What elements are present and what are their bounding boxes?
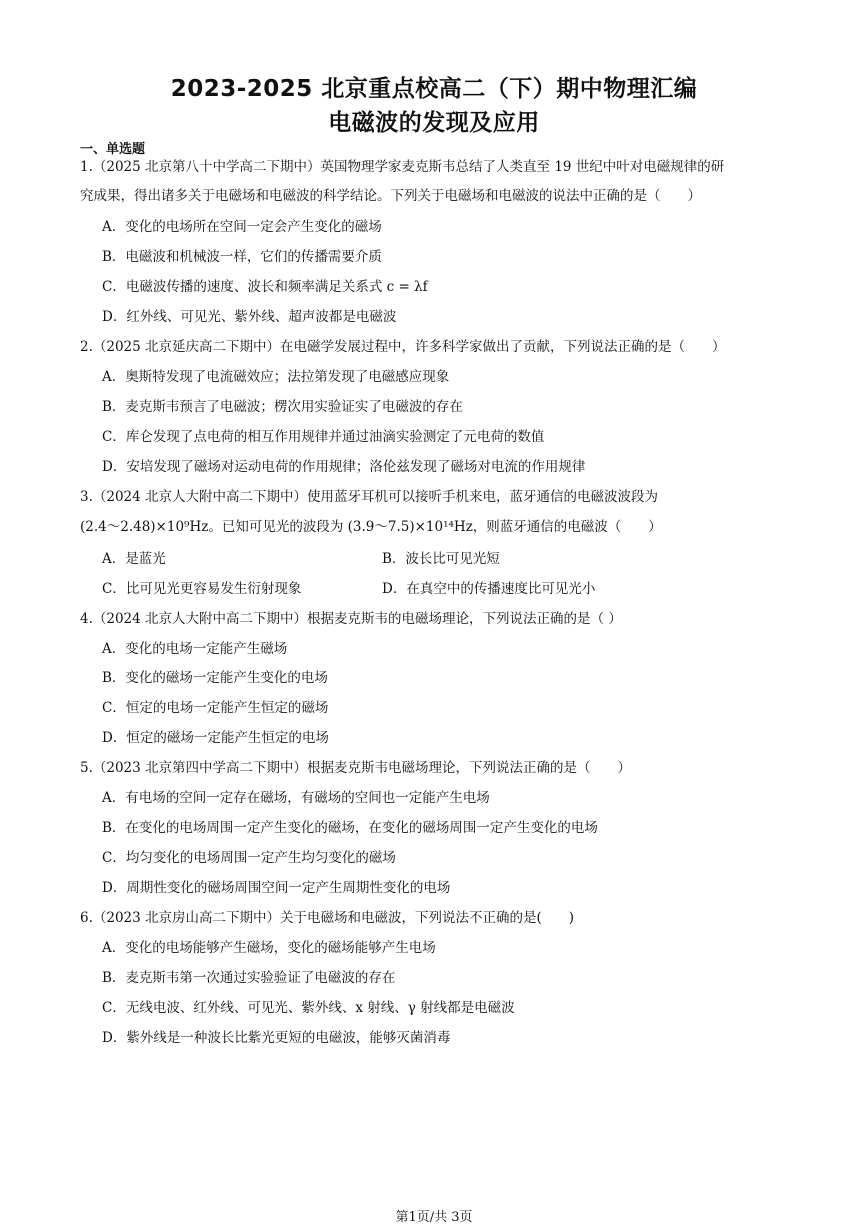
- question-1-stem-line-2: 究成果，得出诸多关于电磁场和电磁波的科学结论。下列关于电磁场和电磁波的说法中正确的是（ ）: [80, 188, 701, 204]
- question-3-stem-line-2: (2.4～2.48)×10⁹Hz。已知可见光的波段为 (3.9～7.5)×10¹⁴Hz，则蓝牙通信的电磁波（ ）: [80, 519, 662, 535]
- document-subtitle: 电磁波的发现及应用: [328, 110, 540, 136]
- question-1-option-b: B．电磁波和机械波一样，它们的传播需要介质: [102, 249, 382, 265]
- document-title: 2023-2025 北京重点校高二（下）期中物理汇编: [170, 76, 698, 102]
- question-6-option-a: A．变化的电场能够产生磁场，变化的磁场能够产生电场: [102, 940, 436, 956]
- question-3-stem-line-1: 3.（2024 北京人大附中高二下期中）使用蓝牙耳机可以接听手机来电，蓝牙通信的电磁波波段为: [80, 489, 659, 505]
- question-4-option-a: A．变化的电场一定能产生磁场: [102, 641, 288, 657]
- question-4-option-b: B．变化的磁场一定能产生变化的电场: [102, 670, 328, 686]
- question-5-option-a: A．有电场的空间一定存在磁场，有磁场的空间也一定能产生电场: [102, 790, 490, 806]
- question-4-stem-line-1: 4.（2024 北京人大附中高二下期中）根据麦克斯韦的电磁场理论，下列说法正确的是（ ）: [80, 611, 622, 627]
- section-heading: 一、单选题: [80, 142, 146, 157]
- question-3-option-a: A．是蓝光: [102, 551, 166, 567]
- page-footer: 第1页/共 3页: [395, 1210, 473, 1225]
- question-6-option-c: C．无线电波、红外线、可见光、紫外线、x 射线、γ 射线都是电磁波: [102, 1000, 515, 1016]
- question-3-option-c: C．比可见光更容易发生衍射现象: [102, 581, 302, 597]
- question-6-option-b: B．麦克斯韦第一次通过实验验证了电磁波的存在: [102, 970, 396, 986]
- question-6-stem-line-1: 6.（2023 北京房山高二下期中）关于电磁场和电磁波，下列说法不正确的是( ): [80, 910, 575, 926]
- question-2-option-c: C．库仑发现了点电荷的相互作用规律并通过油滴实验测定了元电荷的数值: [102, 429, 545, 445]
- question-6-option-d: D．紫外线是一种波长比紫光更短的电磁波，能够灭菌消毒: [102, 1030, 451, 1046]
- question-2-option-a: A．奥斯特发现了电流磁效应；法拉第发现了电磁感应现象: [102, 369, 450, 385]
- question-3-option-d: D．在真空中的传播速度比可见光小: [382, 581, 596, 597]
- question-1-option-c: C．电磁波传播的速度、波长和频率满足关系式 c = λf: [102, 279, 428, 295]
- question-4-option-d: D．恒定的磁场一定能产生恒定的电场: [102, 730, 329, 746]
- question-5-option-b: B．在变化的电场周围一定产生变化的磁场，在变化的磁场周围一定产生变化的电场: [102, 820, 598, 836]
- question-1-stem-line-1: 1.（2025 北京第八十中学高二下期中）英国物理学家麦克斯韦总结了人类直至 19 世纪中叶对电磁规律的研: [80, 159, 725, 175]
- question-5-option-c: C．均匀变化的电场周围一定产生均匀变化的磁场: [102, 850, 396, 866]
- question-2-option-b: B．麦克斯韦预言了电磁波；楞次用实验证实了电磁波的存在: [102, 399, 463, 415]
- question-5-stem-line-1: 5.（2023 北京第四中学高二下期中）根据麦克斯韦电磁场理论，下列说法正确的是（ ）: [80, 760, 632, 776]
- question-1-option-d: D．红外线、可见光、紫外线、超声波都是电磁波: [102, 309, 397, 325]
- question-3-option-b: B．波长比可见光短: [382, 551, 500, 567]
- question-5-option-d: D．周期性变化的磁场周围空间一定产生周期性变化的电场: [102, 880, 451, 896]
- question-1-option-a: A．变化的电场所在空间一定会产生变化的磁场: [102, 219, 382, 235]
- question-4-option-c: C．恒定的电场一定能产生恒定的磁场: [102, 700, 329, 716]
- question-2-stem-line-1: 2.（2025 北京延庆高二下期中）在电磁学发展过程中，许多科学家做出了贡献，下列说法正确的是（ ）: [80, 339, 726, 355]
- question-2-option-d: D．安培发现了磁场对运动电荷的作用规律；洛伦兹发现了磁场对电流的作用规律: [102, 459, 586, 475]
